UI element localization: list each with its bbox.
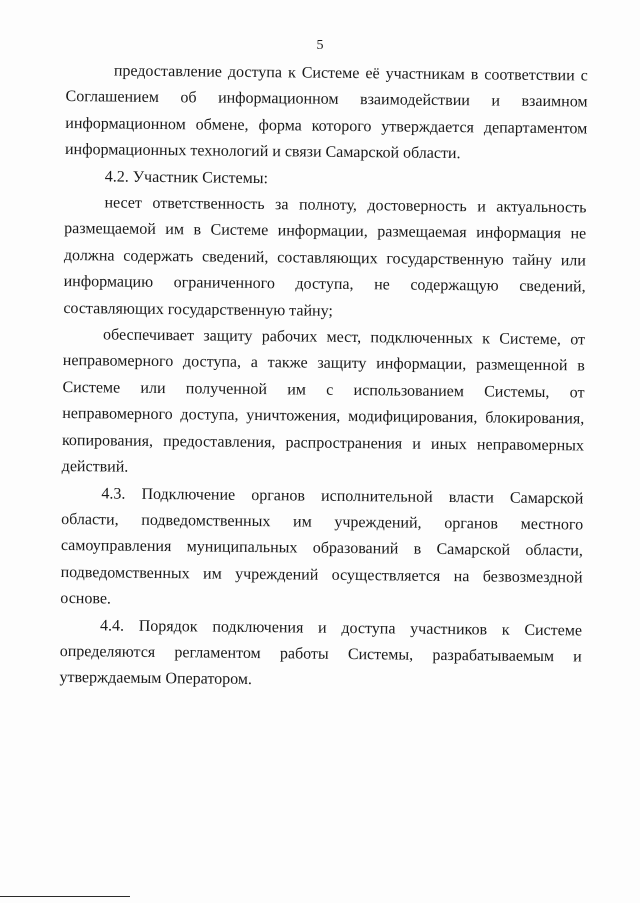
section-4-4-paragraph: 4.4. Порядок подключения и доступа участников к Системе определяются регламентом работы Системы, разрабатываемым и утверждаемым Оператором. xyxy=(59,616,583,689)
document-body xyxy=(59,58,588,697)
paragraph-participant-responsibility: несет ответственность за полноту, достоверность и актуальность размещаемой им в Системе информации, размещаемая информация не должна содержать сведений, составляющих государственную тайну или информацию ограниченного доступа, не содержащую сведений, составляющих государственную тайну; xyxy=(63,194,587,320)
paragraph-access-agreement: предоставление доступа к Системе её участникам в соответствии с Соглашением об информационном взаимодействии и взаимном информационном обмене, форма которого утверждается департаментом информационных технологий и связи Самарской области. xyxy=(64,62,588,163)
page-number: 5 xyxy=(316,38,324,53)
footer-rule xyxy=(0,896,130,897)
section-4-3-paragraph: 4.3. Подключение органов исполнительной власти Самарской области, подведомственных им учреждений, органов местного самоуправления муниципальных образований в Самарской области, подведомственных им учреждений осуществляется на безвозмездной основе. xyxy=(60,484,584,608)
section-4-2-heading: 4.2. Участник Системы: xyxy=(104,168,269,187)
paragraph-participant-protection: обеспечивает защиту рабочих мест, подключенных к Системе, от неправомерного доступа, а также защиту информации, размещенной в Системе или полученной им с использованием Системы, от неправомерного доступа, уничтожения, модифицирования, блокирования, копирования, предоставления, распространения и иных неправомерных действий. xyxy=(61,326,586,476)
